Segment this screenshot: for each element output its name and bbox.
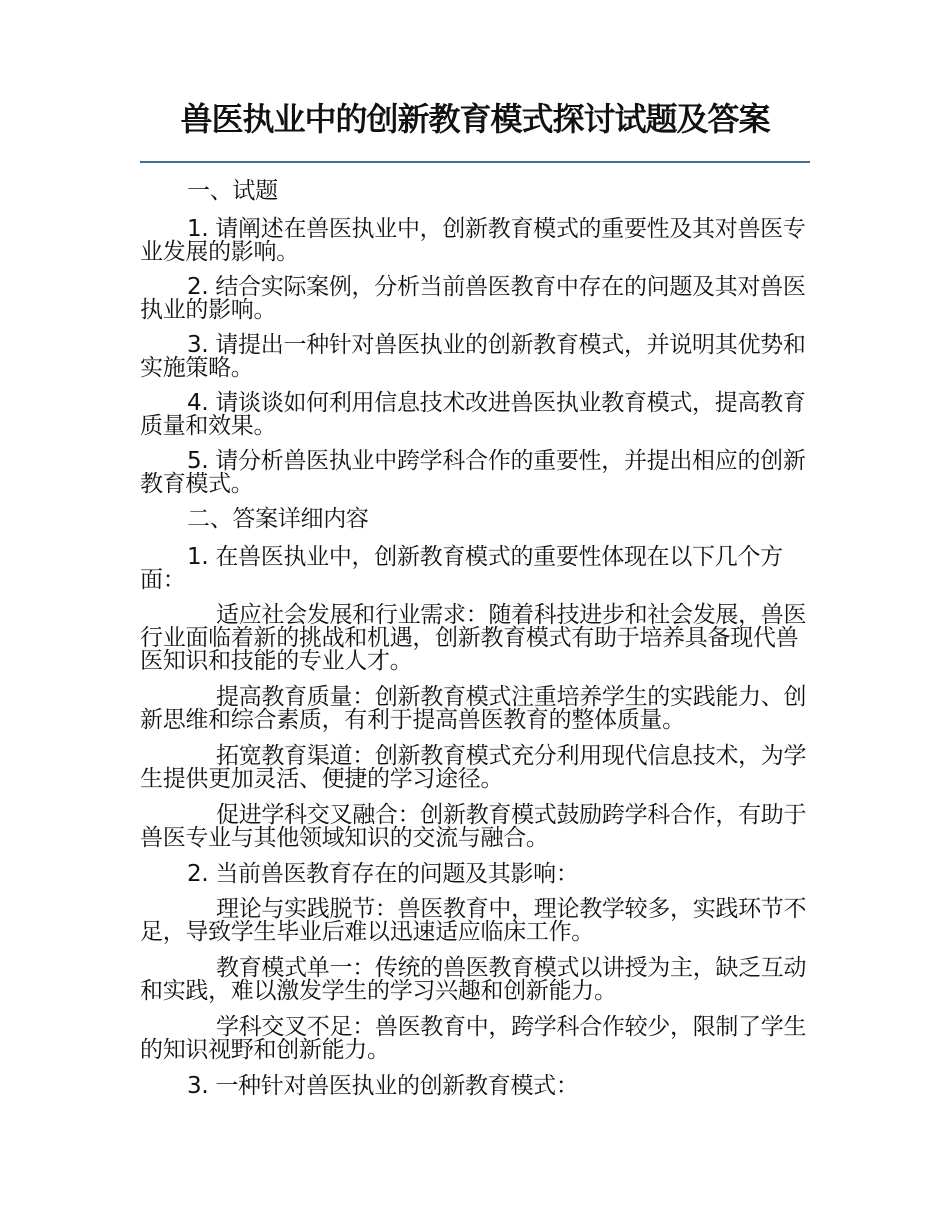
answer-3-intro: 3. 一种针对兽医执业的创新教育模式： (187, 1073, 579, 1099)
answer-1-point: 促进学科交叉融合：创新教育模式鼓励跨学科合作，有助于兽医专业与其他领域知识的交流与融合。 (140, 802, 807, 851)
answer-1-intro: 1. 在兽医执业中，创新教育模式的重要性体现在以下几个方面： (140, 544, 783, 593)
section-heading-questions: 一、试题 (187, 178, 278, 204)
question-5: 5. 请分析兽医执业中跨学科合作的重要性，并提出相应的创新教育模式。 (140, 448, 806, 497)
question-4: 4. 请谈谈如何利用信息技术改进兽医执业教育模式，提高教育质量和效果。 (140, 390, 806, 439)
answer-2-intro: 2. 当前兽医教育存在的问题及其影响： (187, 861, 579, 887)
answer-2-point: 学科交叉不足：兽医教育中，跨学科合作较少，限制了学生的知识视野和创新能力。 (140, 1014, 807, 1063)
question-3: 3. 请提出一种针对兽医执业的创新教育模式，并说明其优势和实施策略。 (140, 332, 806, 381)
question-2: 2. 结合实际案例，分析当前兽医教育中存在的问题及其对兽医执业的影响。 (140, 274, 806, 323)
document-body (140, 180, 810, 1110)
answer-1-point: 适应社会发展和行业需求：随着科技进步和社会发展，兽医行业面临着新的挑战和机遇，创新教育模式有助于培养具备现代兽医知识和技能的专业人才。 (140, 602, 807, 674)
answer-2-point: 理论与实践脱节：兽医教育中，理论教学较多，实践环节不足，导致学生毕业后难以迅速适应临床工作。 (140, 896, 807, 945)
answer-2-point: 教育模式单一：传统的兽医教育模式以讲授为主，缺乏互动和实践，难以激发学生的学习兴趣和创新能力。 (140, 955, 807, 1004)
question-1: 1. 请阐述在兽医执业中，创新教育模式的重要性及其对兽医专业发展的影响。 (140, 216, 806, 265)
title-divider (140, 161, 810, 163)
answer-1-point: 拓宽教育渠道：创新教育模式充分利用现代信息技术，为学生提供更加灵活、便捷的学习途径。 (140, 743, 807, 792)
answer-1-point: 提高教育质量：创新教育模式注重培养学生的实践能力、创新思维和综合素质，有利于提高兽医教育的整体质量。 (140, 684, 807, 733)
document-title: 兽医执业中的创新教育模式探讨试题及答案 (180, 100, 770, 138)
section-heading-answers: 二、答案详细内容 (187, 506, 369, 532)
